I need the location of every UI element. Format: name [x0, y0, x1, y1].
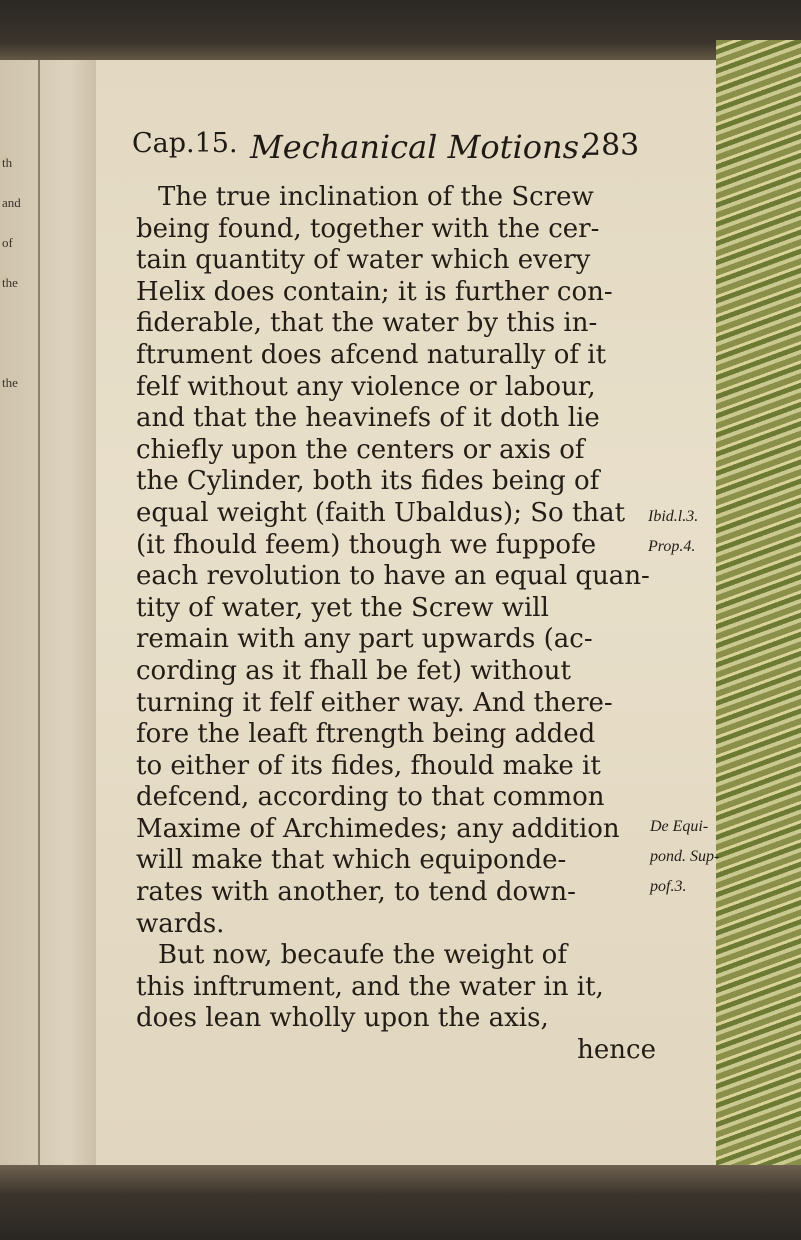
margin-note-de-equi: De Equi- — [650, 818, 709, 835]
facing-page-edge — [0, 60, 100, 1170]
facing-fragment: of — [2, 235, 13, 250]
text-line: remain with any part upwards (ac- — [136, 624, 593, 655]
catchword: hence — [577, 1035, 656, 1066]
text-line: Helix does contain; it is further con- — [136, 276, 613, 307]
facing-fragment: the — [2, 375, 18, 390]
text-line: wards. — [136, 908, 225, 939]
margin-note-pos: pof.3. — [650, 878, 687, 895]
text-line: fore the leaft ftrength being added — [136, 719, 596, 750]
text-line: defcend, according to that common — [136, 782, 605, 813]
text-line: Maxime of Archimedes; any addition — [136, 813, 620, 844]
text-line: turning it felf either way. And there- — [136, 687, 613, 718]
text-line: ftrument does afcend naturally of it — [136, 339, 607, 370]
text-line: to either of its fides, fhould make it — [136, 750, 601, 781]
facing-fragment: the — [2, 275, 18, 290]
text-line: chiefly upon the centers or axis of — [136, 434, 585, 465]
text-line: rates with another, to tend down- — [136, 877, 576, 908]
text-line: being found, together with the cer- — [136, 213, 600, 244]
text-line: equal weight (faith Ubaldus); So that — [136, 497, 626, 528]
chapter-label: Cap.15. — [132, 128, 238, 159]
text-line: the Cylinder, both its fides being of — [136, 466, 600, 497]
text-line: felf without any violence or labour, — [136, 371, 596, 402]
text-line: this inftrument, and the water in it, — [136, 971, 604, 1002]
text-line: fiderable, that the water by this in- — [136, 308, 598, 339]
text-line: But now, becaufe the weight of — [158, 940, 567, 971]
running-title: Mechanical Motions. — [250, 128, 590, 166]
facing-fragment: and — [2, 195, 21, 210]
text-line: will make that which equiponde- — [136, 845, 567, 876]
text-line: (it fhould feem) though we fuppofe — [136, 529, 597, 560]
margin-note-pond: pond. Sup- — [650, 848, 720, 865]
text-line: The true inclination of the Screw — [158, 182, 594, 212]
text-line: and that the heavinefs of it doth lie — [136, 403, 600, 434]
text-line: tain quantity of water which every — [136, 245, 591, 276]
margin-note-prop: Prop.4. — [648, 538, 696, 555]
facing-fragment: th — [2, 155, 13, 170]
text-line: each revolution to have an equal quan- — [136, 561, 650, 592]
marbled-edge — [716, 40, 801, 1200]
running-head — [132, 128, 692, 174]
text-line: does lean wholly upon the axis, — [136, 1003, 549, 1034]
page-bottom-edge — [0, 1165, 801, 1240]
text-line: tity of water, yet the Screw will — [136, 592, 549, 623]
facing-page-rule — [38, 60, 40, 1170]
body-text — [136, 182, 686, 1067]
margin-note-ibid: Ibid.l.3. — [648, 508, 699, 525]
text-line: cording as it fhall be fet) without — [136, 655, 571, 686]
page-number: 283 — [582, 128, 640, 163]
